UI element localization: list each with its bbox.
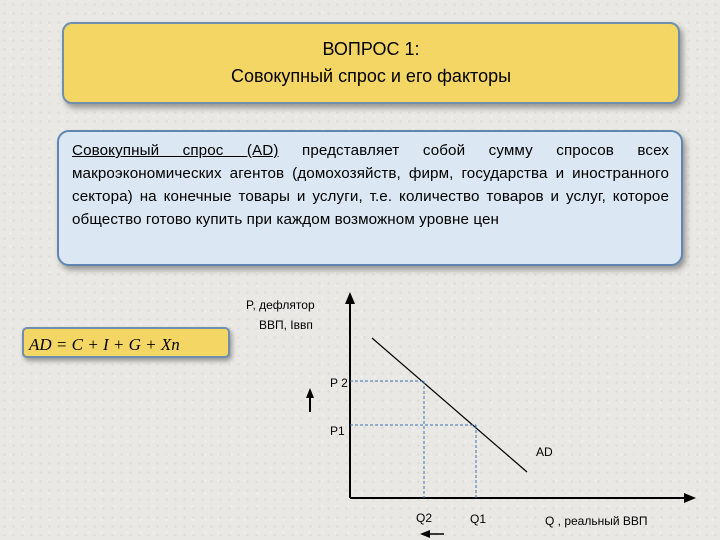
price-up-arrowhead <box>306 388 314 398</box>
ad-curve-label: AD <box>536 445 553 459</box>
y-axis-arrowhead <box>345 292 355 304</box>
title-line2: Совокупный спрос и его факторы <box>230 66 512 86</box>
x-axis-label: Q , реальный ВВП <box>545 514 648 528</box>
q1-label: Q1 <box>470 512 487 526</box>
formula-text: AD = C + I + G + Xn <box>29 335 180 354</box>
y-axis-label-line2: ВВП, Iввп <box>259 318 313 332</box>
x-axis-arrowhead <box>684 493 696 503</box>
q2-label: Q2 <box>416 511 433 525</box>
y-axis-label-line1: P, дефлятор <box>246 298 315 312</box>
definition-text: представляет собой сумму спросов всех макроэкономических агентов (домохозяйств, фирм, государства и иностранного сектора) на конечные товары и услуги, т.е. количество товаров и услуг, которое общество готово купить при каждом возможном уровне цен <box>72 142 669 228</box>
p1-label: P1 <box>330 424 345 438</box>
quantity-left-arrowhead <box>420 530 430 538</box>
p2-label: P 2 <box>330 376 348 390</box>
title-line1: ВОПРОС 1: <box>322 39 420 59</box>
ad-curve <box>372 338 527 472</box>
definition-term: Совокупный спрос (AD) <box>72 142 279 159</box>
